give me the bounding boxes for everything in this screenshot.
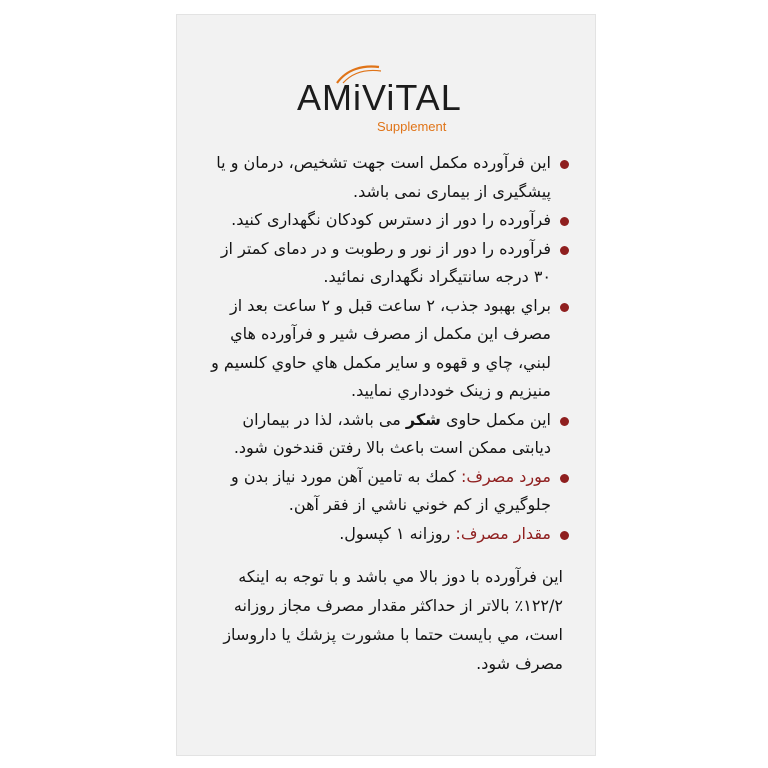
usage-label: مورد مصرف: [460, 466, 551, 486]
bullet-icon [560, 474, 569, 483]
list-item [205, 406, 571, 463]
item-text: براي بهبود جذب، ۲ ساعت قبل و ۲ ساعت بعد از مصرف این مکمل از مصرف شیر و فرآورده هاي لبني، چاي و قهوه و سایر مکمل هاي حاوي کلسیم و منیزیم و زینک خودداري نمایید. [211, 295, 551, 400]
bullet-icon [560, 531, 569, 540]
list-item [205, 206, 571, 235]
list-item [205, 463, 571, 520]
item-text: فرآورده را دور از دسترس کودکان نگهداری کنید. [231, 210, 551, 229]
brand-logo [297, 77, 497, 147]
brand-subtitle: Supplement [377, 119, 447, 134]
bullet-icon [560, 217, 569, 226]
dosage-note: این فرآورده با دوز بالا مي باشد و با توجه به اینکه ۱۲۲/۲٪ بالاتر از حداکثر مقدار مصرف مجاز روزانه است، مي بایست حتما با مشورت پزشك یا داروساز مصرف شود. [223, 567, 563, 673]
list-item [205, 520, 571, 549]
bullet-icon [560, 303, 569, 312]
sugar-emphasis: شکر [405, 409, 441, 429]
bullet-icon [560, 160, 569, 169]
item-text-after: می باشد، لذا در بیماران دیابتی ممکن است باعث بالا رفتن قندخون شود. [233, 409, 551, 457]
list-item [205, 235, 571, 292]
list-item [205, 292, 571, 406]
item-text: این فرآورده مکمل است جهت تشخیص، درمان و یا پیشگیری از بیماری نمی باشد. [216, 153, 551, 201]
dosage-label: مقدار مصرف: [455, 523, 551, 543]
warnings-list [205, 149, 571, 694]
product-label-card [176, 14, 596, 756]
list-item [205, 149, 571, 206]
item-text-before: این مکمل حاوی [445, 409, 551, 429]
bullet-icon [560, 246, 569, 255]
dosage-text: روزانه ۱ کپسول. [339, 523, 451, 543]
bullet-icon [560, 417, 569, 426]
brand-name: AMiViTAL [297, 77, 462, 118]
usage-text: کمك به تامین آهن مورد نیاز بدن و جلوگیري از کم خوني ناشي از فقر آهن. [231, 466, 551, 514]
item-text: فرآورده را دور از نور و رطوبت و در دمای کمتر از ۳۰ درجه سانتیگراد نگهداری نمائید. [220, 238, 551, 286]
